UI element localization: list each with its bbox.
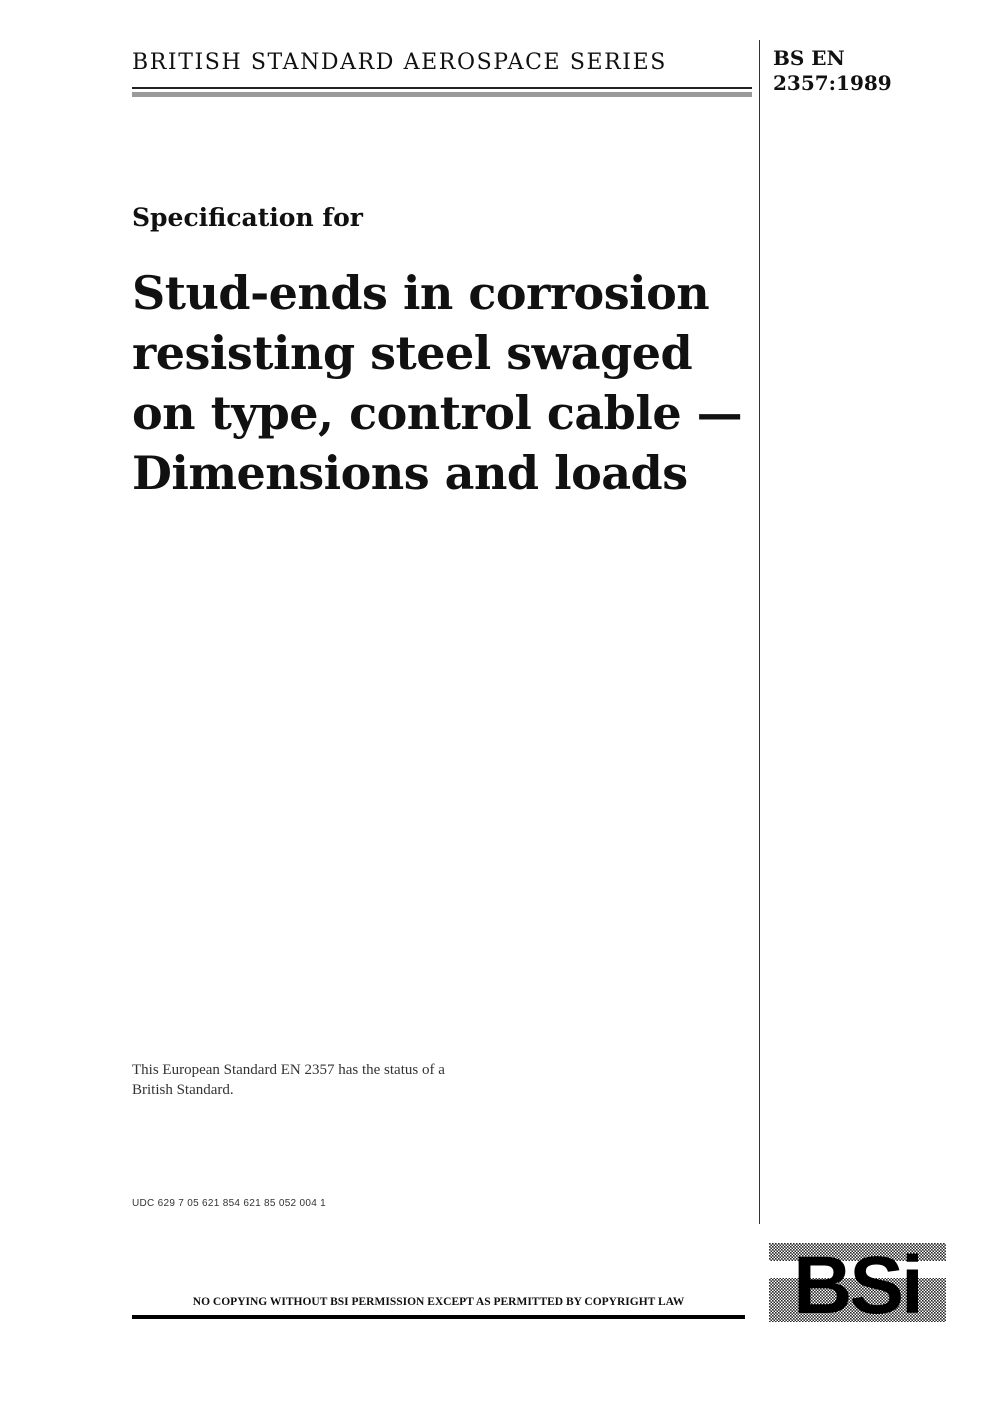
title-line: Dimensions and loads — [132, 446, 688, 500]
document-title — [132, 263, 752, 503]
status-note — [132, 1060, 445, 1100]
standard-number-line1: BS EN — [773, 46, 845, 70]
udc-code: UDC 629 7 05 621 854 621 85 052 004 1 — [132, 1198, 327, 1209]
title-line: on type, control cable — — [132, 386, 743, 440]
title-line: Stud-ends in corrosion — [132, 266, 710, 320]
specification-for-label: Specification for — [132, 203, 363, 232]
svg-text:BSi: BSi — [793, 1243, 921, 1322]
footer-rule — [132, 1315, 745, 1319]
status-note-line: This European Standard EN 2357 has the status of a — [132, 1062, 445, 1078]
series-title: BRITISH STANDARD AEROSPACE SERIES — [132, 50, 667, 75]
bsi-logo — [769, 1243, 946, 1322]
standard-number — [773, 46, 892, 96]
title-line: resisting steel swaged — [132, 326, 693, 380]
standard-number-line2: 2357:1989 — [773, 71, 892, 95]
header-rule-grey — [132, 92, 752, 97]
header-rule-thin — [132, 87, 752, 89]
vertical-divider — [759, 40, 760, 1224]
status-note-line: British Standard. — [132, 1082, 234, 1098]
copyright-notice: NO COPYING WITHOUT BSI PERMISSION EXCEPT AS PERMITTED BY COPYRIGHT LAW — [192, 1296, 685, 1308]
